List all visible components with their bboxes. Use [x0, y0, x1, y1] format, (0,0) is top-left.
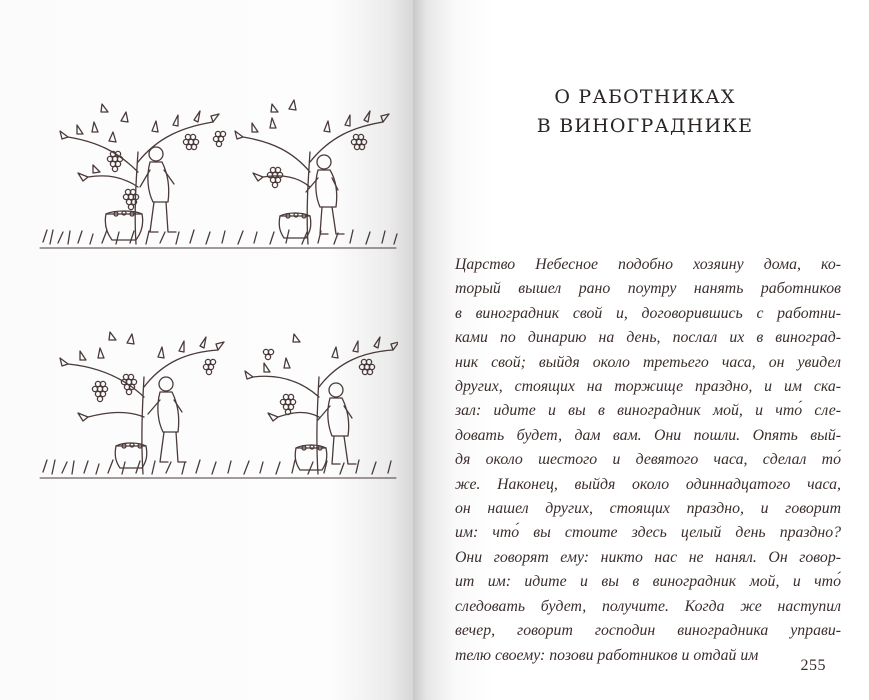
text-line: ит им: идите и вы в виноградник мой, и что́: [455, 573, 841, 591]
text-line: следовать будет, получите. Когда же наступил: [455, 597, 841, 615]
chapter-title: [500, 83, 790, 141]
text-line: других, стоящих на торжище праздно, и им ска-: [455, 378, 841, 396]
text-line: Они говорят ему: никто нас не нанял. Он говор-: [455, 548, 841, 566]
vineyard-illustration-bottom-art: [38, 322, 398, 482]
text-line: дя около шестого и девятого часа, сделал то́: [455, 451, 841, 469]
text-line: он нашел других, стоящих праздно, и говорит: [455, 500, 841, 518]
vineyard-illustration-top-art: [38, 92, 398, 252]
text-line: ник свой; выйдя около третьего часа, он увидел: [455, 353, 841, 371]
vineyard-workers-illustration-bottom: [38, 322, 398, 482]
chapter-title-line-1: О РАБОТНИКАХ: [554, 86, 736, 108]
chapter-title-line-2: В ВИНОГРАДНИКЕ: [536, 115, 754, 137]
text-line: телю своему: позови работников и отдай им: [455, 646, 759, 664]
text-line: торый вышел рано поутру нанять работников: [455, 280, 841, 298]
text-line: зал: идите и вы в виноградник мой, и что́ сле-: [455, 402, 841, 420]
text-line: довать будет, дам вам. Они пошли. Опять вый-: [455, 426, 841, 444]
left-page: [0, 0, 413, 700]
text-line: вечер, говорит господин виноградника управи-: [455, 622, 841, 640]
text-line: Царство Небесное подобно хозяину дома, ко-: [455, 256, 841, 273]
text-line: им: что́ вы стоите здесь целый день праздно?: [455, 524, 841, 542]
vineyard-workers-illustration-top: [38, 92, 398, 252]
parable-text: [455, 253, 841, 668]
text-line: в виноградник свой и, договорившись с работни-: [455, 304, 841, 322]
page-number: 255: [800, 657, 826, 674]
text-line: же. Наконец, выйдя около одиннадцатого часа,: [455, 475, 841, 493]
text-line: ками по динарию на день, послал их в виноград-: [455, 329, 841, 347]
